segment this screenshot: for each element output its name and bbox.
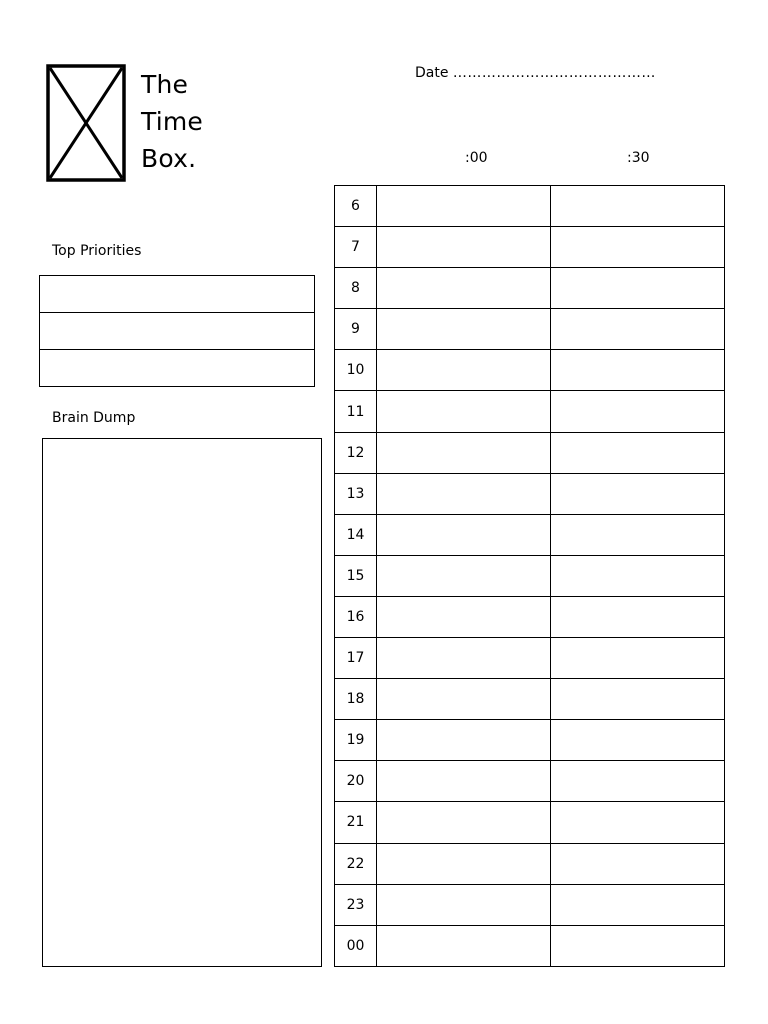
hour-label: 10: [335, 350, 377, 391]
schedule-row: [335, 514, 725, 555]
column-header-30: :30: [627, 150, 650, 166]
time-slot-30[interactable]: [551, 514, 725, 555]
hour-label: 19: [335, 720, 377, 761]
time-slot-30[interactable]: [551, 268, 725, 309]
priority-slot-1[interactable]: [40, 276, 314, 313]
time-slot-30[interactable]: [551, 186, 725, 227]
brain-dump-area[interactable]: [42, 438, 322, 967]
schedule-row: [335, 802, 725, 843]
time-slot-00[interactable]: [377, 596, 551, 637]
schedule-row: [335, 720, 725, 761]
time-slot-00[interactable]: [377, 309, 551, 350]
brand-title: [141, 66, 203, 177]
time-slot-30[interactable]: [551, 596, 725, 637]
brain-dump-heading: Brain Dump: [52, 410, 136, 426]
time-slot-30[interactable]: [551, 350, 725, 391]
brand-line-2: Time: [141, 107, 203, 136]
time-slot-00[interactable]: [377, 679, 551, 720]
priority-slot-3[interactable]: [40, 350, 314, 386]
schedule-row: [335, 432, 725, 473]
time-slot-00[interactable]: [377, 432, 551, 473]
time-slot-00[interactable]: [377, 514, 551, 555]
hour-label: 13: [335, 473, 377, 514]
schedule-row: [335, 186, 725, 227]
time-slot-30[interactable]: [551, 802, 725, 843]
schedule-row: [335, 596, 725, 637]
hour-label: 11: [335, 391, 377, 432]
schedule-row: [335, 638, 725, 679]
time-slot-00[interactable]: [377, 884, 551, 925]
time-slot-30[interactable]: [551, 843, 725, 884]
logo-x-box-icon: [46, 64, 126, 182]
schedule-row: [335, 555, 725, 596]
time-slot-00[interactable]: [377, 350, 551, 391]
schedule-row: [335, 679, 725, 720]
hour-label: 14: [335, 514, 377, 555]
time-slot-00[interactable]: [377, 638, 551, 679]
schedule-row: [335, 227, 725, 268]
time-slot-30[interactable]: [551, 391, 725, 432]
hour-label: 7: [335, 227, 377, 268]
time-slot-30[interactable]: [551, 309, 725, 350]
schedule-row: [335, 350, 725, 391]
hour-label: 6: [335, 186, 377, 227]
top-priorities-heading: Top Priorities: [52, 243, 142, 259]
hourly-schedule-table: [334, 185, 725, 967]
time-slot-30[interactable]: [551, 432, 725, 473]
schedule-row: [335, 843, 725, 884]
top-priorities-list: [39, 275, 315, 387]
date-label: Date: [415, 65, 449, 81]
time-slot-00[interactable]: [377, 473, 551, 514]
time-slot-30[interactable]: [551, 720, 725, 761]
hour-label: 12: [335, 432, 377, 473]
time-slot-30[interactable]: [551, 473, 725, 514]
time-slot-30[interactable]: [551, 227, 725, 268]
hour-label: 18: [335, 679, 377, 720]
hour-label: 17: [335, 638, 377, 679]
time-slot-30[interactable]: [551, 884, 725, 925]
hour-label: 15: [335, 555, 377, 596]
time-slot-00[interactable]: [377, 720, 551, 761]
time-slot-00[interactable]: [377, 802, 551, 843]
hour-label: 00: [335, 925, 377, 966]
time-slot-00[interactable]: [377, 268, 551, 309]
schedule-row: [335, 309, 725, 350]
date-field[interactable]: [415, 65, 656, 81]
time-slot-00[interactable]: [377, 925, 551, 966]
date-dotted-line: ……………………………………: [452, 65, 656, 81]
schedule-row: [335, 884, 725, 925]
time-slot-30[interactable]: [551, 925, 725, 966]
brand-line-3: Box.: [141, 144, 197, 173]
hour-label: 22: [335, 843, 377, 884]
schedule-row: [335, 391, 725, 432]
hour-label: 8: [335, 268, 377, 309]
hour-label: 16: [335, 596, 377, 637]
column-header-00: :00: [465, 150, 488, 166]
time-slot-30[interactable]: [551, 679, 725, 720]
schedule-row: [335, 268, 725, 309]
time-slot-00[interactable]: [377, 761, 551, 802]
time-slot-00[interactable]: [377, 555, 551, 596]
time-slot-30[interactable]: [551, 555, 725, 596]
hour-label: 21: [335, 802, 377, 843]
hour-label: 20: [335, 761, 377, 802]
time-slot-30[interactable]: [551, 761, 725, 802]
schedule-row: [335, 925, 725, 966]
schedule-row: [335, 761, 725, 802]
time-slot-00[interactable]: [377, 843, 551, 884]
time-slot-00[interactable]: [377, 227, 551, 268]
schedule-row: [335, 473, 725, 514]
brand-line-1: The: [141, 70, 189, 99]
priority-slot-2[interactable]: [40, 313, 314, 350]
hour-label: 9: [335, 309, 377, 350]
hour-label: 23: [335, 884, 377, 925]
time-slot-30[interactable]: [551, 638, 725, 679]
time-slot-00[interactable]: [377, 186, 551, 227]
time-slot-00[interactable]: [377, 391, 551, 432]
